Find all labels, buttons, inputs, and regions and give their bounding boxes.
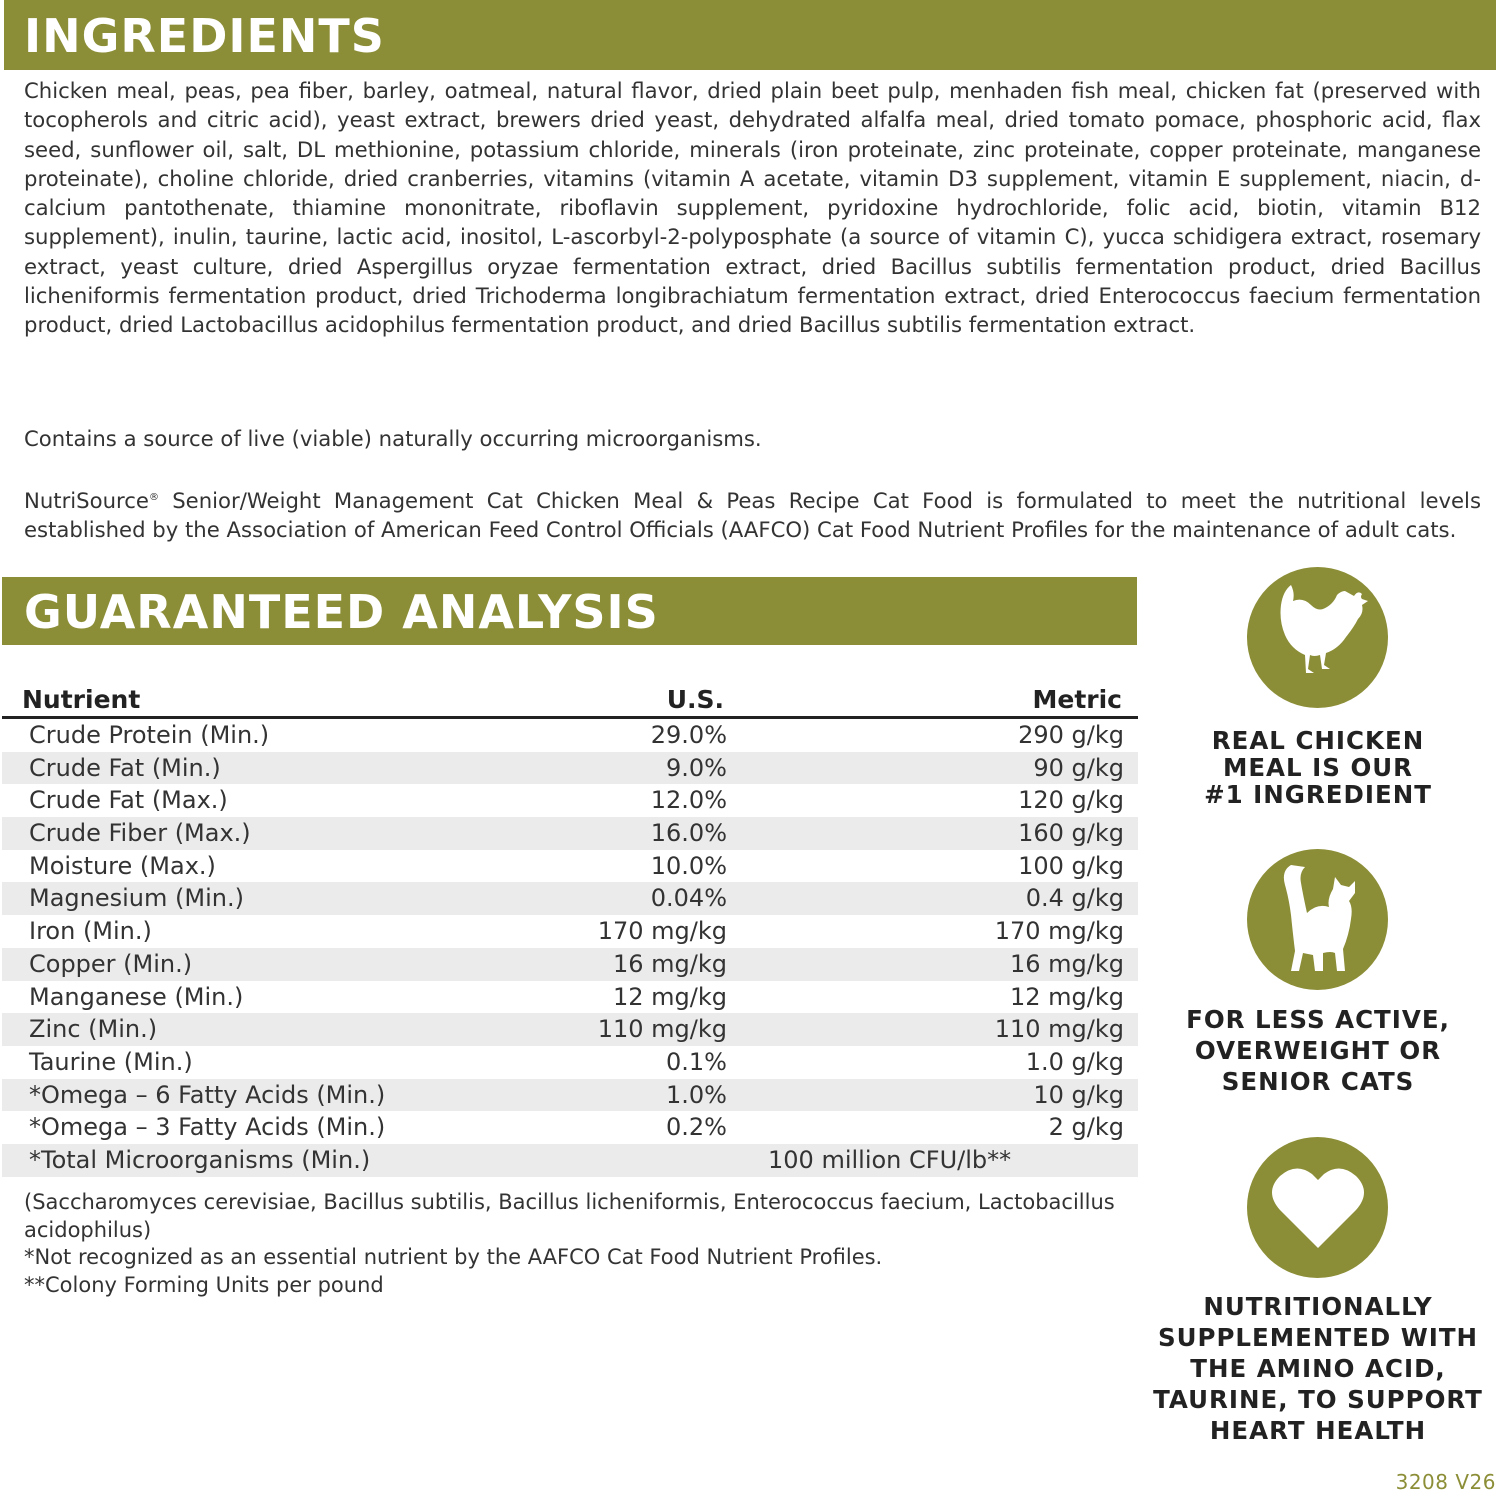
nutrient-name: *Total Microorganisms (Min.) [29,1145,371,1174]
feature-line: NUTRITIONALLY [1203,1292,1433,1321]
us-value: 110 mg/kg [597,1015,727,1044]
aafco-statement [24,486,1481,545]
us-value: 0.1% [666,1047,727,1076]
feature-line: THE AMINO ACID, [1190,1354,1446,1383]
feature-chicken-text [1150,727,1486,808]
table-row [2,784,1138,817]
chicken-icon [1247,567,1388,708]
metric-value: 160 g/kg [1018,819,1124,848]
metric-value: 110 mg/kg [994,1015,1124,1044]
live-microorganisms-note: Contains a source of live (viable) naturally occurring microorganisms. [24,426,762,451]
us-value: 12 mg/kg [613,982,727,1011]
ingredients-heading: INGREDIENTS [4,0,1496,70]
aafco-statement-text: Senior/Weight Management Cat Chicken Meal & Peas Recipe Cat Food is formulated to meet the nutritional levels established by the Association of American Feed Control Officials (AAFCO) Cat Food Nutrient Profiles for the maintenance of adult cats. [24,488,1481,543]
table-row [2,850,1138,883]
heart-icon [1247,1137,1388,1278]
table-row [2,1111,1138,1144]
metric-value: 1.0 g/kg [1025,1047,1124,1076]
nutrient-name: Moisture (Max.) [29,851,216,880]
nutrient-name: Copper (Min.) [29,949,193,978]
us-value: 10.0% [650,851,727,880]
cat-icon [1247,849,1388,990]
nutrient-name: *Omega – 6 Fatty Acids (Min.) [29,1080,386,1109]
table-row [2,948,1138,981]
feature-line: MEAL IS OUR [1222,753,1414,782]
feature-cat-text [1150,1004,1486,1097]
footnote-cfu: **Colony Forming Units per pound [24,1273,384,1297]
table-row [2,1046,1138,1079]
brand-name: NutriSource [24,488,149,513]
us-value: 170 mg/kg [597,917,727,946]
column-header-metric: Metric [1032,685,1122,714]
column-header-nutrient: Nutrient [22,685,141,714]
nutrient-name: Crude Protein (Min.) [29,721,270,749]
metric-value: 16 mg/kg [1010,949,1124,978]
nutrient-name: Manganese (Min.) [29,982,244,1011]
us-value: 0.2% [666,1113,727,1142]
registered-mark: ® [148,491,159,503]
feature-line: SENIOR CATS [1221,1067,1415,1096]
us-value: 1.0% [666,1080,727,1109]
nutrient-name: Crude Fat (Max.) [29,786,228,815]
table-row [2,915,1138,948]
metric-value: 290 g/kg [1018,721,1124,749]
metric-value: 170 mg/kg [994,917,1124,946]
us-value: 12.0% [650,786,727,815]
table-row [2,882,1138,915]
metric-value: 0.4 g/kg [1025,884,1124,913]
nutrient-name: *Omega – 3 Fatty Acids (Min.) [29,1113,386,1142]
nutrient-name: Crude Fat (Min.) [29,753,221,782]
us-value: 29.0% [650,721,727,749]
metric-value: 2 g/kg [1048,1113,1124,1142]
feature-line: TAURINE, TO SUPPORT [1153,1385,1483,1414]
nutrient-name: Iron (Min.) [29,917,152,946]
footnote-species: (Saccharomyces cerevisiae, Bacillus subtilis, Bacillus licheniformis, Enterococcus faecium, Lactobacillus acidophilus) [24,1190,1115,1242]
us-value: 16 mg/kg [613,949,727,978]
nutrient-value: 100 million CFU/lb** [768,1145,1012,1174]
table-row [2,1079,1138,1112]
table-row [2,1013,1138,1046]
product-code: 3208 V26 [1395,1470,1496,1494]
feature-line: OVERWEIGHT OR [1194,1036,1442,1065]
table-row-total-microorganisms [2,1144,1138,1177]
feature-line: REAL CHICKEN [1211,726,1425,755]
table-body [2,719,1138,1144]
metric-value: 90 g/kg [1033,753,1124,782]
feature-line: #1 INGREDIENT [1204,780,1432,809]
nutrient-name: Zinc (Min.) [29,1015,158,1044]
us-value: 9.0% [666,753,727,782]
metric-value: 12 mg/kg [1010,982,1124,1011]
table-row [2,817,1138,850]
column-header-us: U.S. [666,685,724,714]
feature-heart-text [1150,1291,1486,1446]
nutrient-name: Taurine (Min.) [29,1047,193,1076]
feature-line: SUPPLEMENTED WITH [1157,1323,1479,1352]
us-value: 16.0% [650,819,727,848]
ingredients-list: Chicken meal, peas, pea fiber, barley, oatmeal, natural flavor, dried plain beet pulp, menhaden fish meal, chicken fat (preserved with tocopherols and citric acid), yeast extract, brewers dried yeast, dehydrated alfalfa meal, dried tomato pomace, phosphoric acid, flax seed, sunflower oil, salt, DL methionine, potassium chloride, minerals (iron proteinate, zinc proteinate, copper proteinate, manganese proteinate), choline chloride, dried cranberries, vitamins (vitamin A acetate, vitamin D3 supplement, vitamin E supplement, niacin, d-calcium pantothenate, thiamine mononitrate, riboflavin supplement, pyridoxine hydrochloride, folic acid, biotin, vitamin B12 supplement), inulin, taurine, lactic acid, inositol, L-ascorbyl-2-polyposphate (a source of vitamin C), yucca schidigera extract, rosemary extract, yeast culture, dried Aspergillus oryzae fermentation extract, dried Bacillus subtilis fermentation product, dried Bacillus licheniformis fermentation product, dried Trichoderma longibrachiatum fermentation extract, dried Enterococcus faecium fermentation product, dried Lactobacillus acidophilus fermentation product, and dried Bacillus subtilis fermentation extract. [24,78,1481,338]
table-header [2,676,1138,719]
table-row [2,752,1138,785]
table-row [2,981,1138,1014]
table-row [2,719,1138,752]
metric-value: 120 g/kg [1018,786,1124,815]
feature-line: HEART HEALTH [1209,1416,1427,1445]
footnote-aafco: *Not recognized as an essential nutrient by the AAFCO Cat Food Nutrient Profiles. [24,1245,883,1269]
guaranteed-analysis-table [2,676,1138,1177]
nutrient-name: Crude Fiber (Max.) [29,819,251,848]
metric-value: 100 g/kg [1018,851,1124,880]
metric-value: 10 g/kg [1033,1080,1124,1109]
nutrient-name: Magnesium (Min.) [29,884,244,913]
us-value: 0.04% [650,884,727,913]
feature-line: FOR LESS ACTIVE, [1186,1005,1450,1034]
guaranteed-analysis-heading: GUARANTEED ANALYSIS [2,577,1137,645]
